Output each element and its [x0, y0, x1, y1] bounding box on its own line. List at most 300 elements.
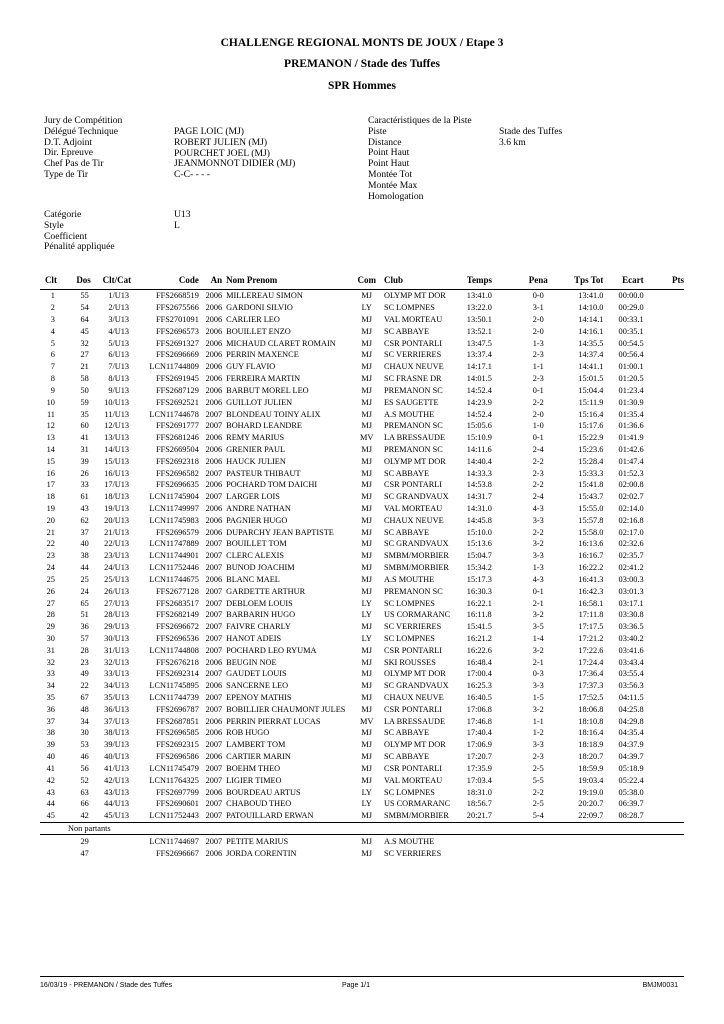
table-row: [40, 715, 684, 727]
cell-name: CARLIER LEO: [226, 315, 280, 325]
cell-points: [644, 585, 684, 597]
cell-penalty: 2-2: [532, 787, 544, 797]
cell-code: FFS2675566: [155, 303, 199, 313]
cell-rank-cat: 7/U13: [108, 362, 130, 372]
cell-bib: 66: [80, 799, 89, 809]
cell-rank: 30: [46, 633, 55, 643]
cell-penalty: 5-5: [532, 775, 544, 785]
cell-points: [644, 385, 684, 397]
cell-points: [644, 763, 684, 775]
cell-gap: 05:22.4: [618, 775, 644, 785]
cell-name: GARDETTE ARTHUR: [226, 586, 306, 596]
cell-time: 17:06.9: [466, 740, 492, 750]
cell-penalty: 1-1: [532, 716, 544, 726]
cell-name: BOUILLET TOM: [226, 539, 287, 549]
cell-rank: 24: [46, 563, 55, 573]
cell-year: 2007: [205, 539, 223, 549]
cell-code: LCN11744697: [131, 835, 199, 847]
cell-committee: LY: [361, 303, 372, 313]
cell-committee: MJ: [361, 645, 373, 655]
cell-club: CHAUX NEUVE: [383, 693, 444, 703]
cell-total-time: 18:18.9: [578, 740, 604, 750]
cell-name: CHABOUD THEO: [226, 799, 292, 809]
cell-rank: 13: [46, 433, 55, 443]
footer-code: BMJM0031: [642, 982, 678, 989]
footer-left: 16/03/19 - PREMANON / Stade des Tuffes: [40, 982, 173, 989]
cell-name: BLANC MAEL: [226, 574, 280, 584]
cell-name: POCHARD LEO RYUMA: [226, 645, 317, 655]
cell-points: [644, 302, 684, 314]
cell-time: 16:30.3: [466, 586, 492, 596]
cell-penalty: 3-2: [532, 645, 544, 655]
cell-name: BEUGIN NOE: [226, 657, 277, 667]
column-header-name: Nom Prenom: [226, 275, 278, 285]
table-row: [40, 467, 684, 479]
cell-bib: 60: [80, 421, 89, 431]
cell-bib: 61: [80, 492, 89, 502]
cell-bib: 34: [80, 716, 89, 726]
cell-committee: MJ: [361, 693, 373, 703]
table-row: [40, 751, 684, 763]
cell-penalty: 2-0: [532, 315, 544, 325]
cell-total-time: 17:21.2: [578, 633, 604, 643]
cell-club: SC ABBAYE: [383, 752, 430, 762]
cell-time: 14:31.7: [466, 492, 492, 502]
piste-value: 3.6 km: [499, 136, 526, 148]
cell-time: 17:00.4: [466, 669, 492, 679]
cell-name: GAUDET LOUIS: [226, 669, 287, 679]
cell-committee: MJ: [361, 728, 373, 738]
cell-bib: 54: [80, 303, 89, 313]
cell-club: CSR PONTARLI: [383, 704, 443, 714]
cell-club: SC LOMPNES: [383, 303, 435, 313]
cell-gap: 03:36.5: [618, 622, 644, 632]
cell-committee: LY: [361, 633, 372, 643]
cell-total-time: 17:17.5: [578, 622, 604, 632]
cell-time: 16:21.2: [466, 633, 492, 643]
cell-gap: 00:33.1: [618, 315, 644, 325]
cell-time: 17:03.4: [466, 775, 492, 785]
cell-time: 13:22.0: [466, 303, 492, 313]
category-label: Coefficient: [44, 230, 87, 242]
cell-year: 2007: [205, 409, 223, 419]
cell-code: FFS2683517: [155, 598, 199, 608]
cell-committee: MJ: [361, 397, 373, 407]
cell-time: 14:31.0: [466, 504, 492, 514]
cell-rank: 43: [46, 787, 55, 797]
cell-club: VAL MORTEAU: [383, 315, 443, 325]
cell-club: ES SAUGETTE: [383, 397, 439, 407]
cell-committee: MJ: [361, 350, 373, 360]
cell-gap: 01:20.5: [618, 374, 644, 384]
cell-bib: 29: [57, 835, 91, 847]
cell-bib: 37: [80, 527, 89, 537]
cell-penalty: 4-3: [532, 504, 544, 514]
cell-total-time: 17:24.4: [578, 657, 604, 667]
cell-code: FFS2677128: [155, 586, 199, 596]
cell-club: SC ABBAYE: [383, 728, 430, 738]
cell-year: 2006: [199, 290, 222, 302]
jury-values: [174, 127, 295, 181]
cell-points: [644, 668, 684, 680]
cell-year: 2007: [199, 835, 222, 847]
cell-code: FFS2676218: [155, 657, 199, 667]
cell-points: [644, 680, 684, 692]
cell-time: 13:41.0: [467, 290, 521, 302]
cell-points: [644, 550, 684, 562]
cell-name: PERRIN MAXENCE: [226, 350, 299, 360]
cell-name: GARDONI SILVIO: [226, 303, 293, 313]
cell-rank: 5: [50, 338, 55, 348]
cell-gap: 04:37.9: [618, 740, 644, 750]
cell-total-time: 19:03.4: [578, 775, 604, 785]
cell-rank-cat: 45/U13: [104, 811, 130, 821]
cell-rank-cat: 37/U13: [104, 716, 130, 726]
cell-penalty: 3-3: [532, 551, 544, 561]
category-label: Pénalité appliquée: [44, 241, 115, 253]
cell-rank: 14: [46, 444, 55, 454]
cell-committee: MJ: [361, 409, 373, 419]
cell-code: FFS2681246: [155, 433, 199, 443]
cell-rank: 40: [46, 752, 55, 762]
cell-points: [644, 574, 684, 586]
cell-bib: 32: [80, 338, 89, 348]
cell-gap: 04:25.8: [618, 704, 644, 714]
cell-year: 2007: [205, 799, 223, 809]
cell-time: 16:22.6: [466, 645, 492, 655]
category-value: L: [174, 219, 180, 231]
cell-bib: 56: [80, 763, 89, 773]
category-values: [174, 210, 191, 232]
cell-gap: 01:30.9: [618, 397, 644, 407]
cell-total-time: 15:58.0: [578, 527, 604, 537]
table-row: [40, 668, 684, 680]
cell-bib: 46: [80, 752, 89, 762]
cell-total-time: 14:37.4: [578, 350, 604, 360]
cell-rank-cat: 43/U13: [104, 787, 130, 797]
cell-club: LA BRESSAUDE: [383, 716, 446, 726]
cell-committee: MJ: [361, 492, 373, 502]
cell-gap: 02:16.8: [618, 515, 644, 525]
cell-bib: 55: [57, 290, 91, 302]
cell-bib: 22: [80, 681, 89, 691]
cell-code: LCN11745479: [149, 763, 199, 773]
cell-time: 15:04.7: [466, 551, 492, 561]
cell-year: 2006: [205, 433, 223, 443]
cell-committee: MJ: [361, 468, 373, 478]
cell-bib: 28: [80, 645, 89, 655]
cell-code: FFS2701091: [155, 315, 199, 325]
cell-code: FFS2692315: [155, 740, 199, 750]
cell-bib: 64: [80, 315, 89, 325]
cell-time: 15:10.9: [466, 433, 492, 443]
cell-year: 2006: [205, 752, 223, 762]
table-row: [40, 373, 684, 385]
cell-gap: 03:40.2: [618, 633, 644, 643]
document-subtitle-venue: PREMANON / Stade des Tuffes: [284, 58, 440, 70]
jury-label: Jury de Compétition: [44, 115, 123, 126]
table-row: [40, 786, 684, 798]
cell-club: OLYMP MT DOR: [383, 669, 446, 679]
cell-penalty: 2-3: [532, 752, 544, 762]
cell-points: [644, 373, 684, 385]
cell-bib: 23: [80, 657, 89, 667]
cell-time: 14:17.1: [466, 362, 492, 372]
cell-club: SC LOMPNES: [383, 633, 435, 643]
cell-points: [644, 526, 684, 538]
cell-penalty: 3-3: [532, 740, 544, 750]
cell-rank-cat: 2/U13: [108, 303, 130, 313]
cell-penalty: 1-0: [532, 421, 544, 431]
cell-year: 2007: [205, 492, 223, 502]
column-header-bib: Dos: [76, 275, 91, 285]
cell-gap: 03:55.4: [618, 669, 644, 679]
table-row: [40, 349, 684, 361]
cell-gap: 00:00.0: [603, 290, 643, 302]
column-header-total-time: Tps Tot: [574, 275, 604, 285]
cell-points: [644, 361, 684, 373]
cell-rank: 23: [46, 551, 55, 561]
cell-code: LCN11752443: [149, 811, 199, 821]
cell-bib: 36: [80, 622, 89, 632]
cell-points: [644, 408, 684, 420]
cell-points: [644, 835, 684, 847]
cell-time: 17:35.9: [466, 763, 492, 773]
cell-bib: 63: [80, 787, 89, 797]
cell-name: BOURDEAU ARTUS: [226, 787, 301, 797]
table-row: [40, 633, 684, 645]
cell-committee: MJ: [361, 669, 373, 679]
cell-name: BARBARIN HUGO: [226, 610, 296, 620]
cell-name: BARBUT MOREL LEO: [226, 385, 309, 395]
jury-value: POURCHET JOEL (MJ): [174, 147, 270, 159]
cell-rank-cat: 23/U13: [104, 551, 130, 561]
table-row: [40, 514, 684, 526]
cell-rank-cat: 10/U13: [104, 397, 130, 407]
cell-points: [644, 633, 684, 645]
cell-bib: 51: [80, 610, 89, 620]
cell-club: SKI ROUSSES: [383, 657, 436, 667]
cell-penalty: 3-3: [532, 681, 544, 691]
cell-name: MICHAUD CLARET ROMAIN: [226, 338, 336, 348]
cell-code: FFS2696536: [155, 633, 199, 643]
cell-code: FFS2696635: [155, 480, 199, 490]
cell-rank: 1: [40, 290, 57, 302]
cell-committee: MJ: [361, 848, 373, 858]
cell-points: [644, 337, 684, 349]
cell-gap: 02:00.8: [618, 480, 644, 490]
cell-club: SC ABBAYE: [383, 527, 430, 537]
table-row: [40, 810, 684, 822]
cell-bib: 58: [80, 374, 89, 384]
cell-year: 2006: [205, 444, 223, 454]
non-partant-row: [40, 847, 684, 859]
piste-labels: [368, 116, 472, 202]
cell-name: DEBLOEM LOUIS: [226, 598, 293, 608]
jury-value: ROBERT JULIEN (MJ): [174, 136, 268, 148]
non-partants-label: Non partants: [40, 822, 684, 835]
cell-committee: MJ: [361, 551, 373, 561]
cell-bib: 47: [80, 848, 89, 858]
cell-name: POCHARD TOM DAICHI: [226, 480, 318, 490]
cell-points: [644, 786, 684, 798]
cell-time: 16:40.5: [466, 693, 492, 703]
cell-penalty: [521, 847, 556, 859]
cell-penalty: 3-2: [532, 704, 544, 714]
cell-bib: 27: [80, 350, 89, 360]
cell-points: [644, 420, 684, 432]
cell-year: 2006: [205, 574, 223, 584]
cell-penalty: 2-2: [532, 397, 544, 407]
cell-penalty: 2-2: [532, 527, 544, 537]
cell-name: HANOT ADEIS: [226, 633, 282, 643]
cell-club: SMBM/MORBIER: [383, 551, 449, 561]
cell-year: 2006: [205, 350, 223, 360]
column-header-points: Pts: [672, 275, 684, 285]
cell-committee: MJ: [361, 704, 373, 714]
cell-club: CSR PONTARLI: [383, 645, 443, 655]
cell-rank: 26: [46, 586, 55, 596]
cell-total-time: 16:58.1: [578, 598, 604, 608]
cell-time: 13:47.5: [466, 338, 492, 348]
cell-rank: 39: [46, 740, 55, 750]
cell-time: 17:40.4: [466, 728, 492, 738]
cell-committee: MJ: [361, 657, 373, 667]
cell-gap: 03:56.3: [618, 681, 644, 691]
cell-time: 16:48.4: [466, 657, 492, 667]
cell-name: ANDRE NATHAN: [226, 504, 291, 514]
footer-page: Page 1/1: [342, 982, 371, 989]
cell-time: 16:22.1: [466, 598, 492, 608]
cell-rank-cat: 27/U13: [104, 598, 130, 608]
cell-gap: 08:28.7: [618, 811, 644, 821]
cell-total-time: 15:57.8: [578, 515, 604, 525]
cell-points: [644, 751, 684, 763]
cell-rank: 41: [46, 763, 55, 773]
cell-committee: MJ: [361, 480, 373, 490]
cell-penalty: 1-2: [532, 728, 544, 738]
cell-year: 2006: [205, 527, 223, 537]
cell-code: FFS2696667: [155, 848, 199, 858]
cell-total-time: 17:11.8: [578, 610, 604, 620]
cell-bib: 42: [80, 811, 89, 821]
cell-rank-cat: 6/U13: [108, 350, 130, 360]
cell-points: [644, 715, 684, 727]
table-row: [40, 574, 684, 586]
cell-gap: 00:56.4: [618, 350, 644, 360]
cell-name: HAUCK JULIEN: [226, 456, 286, 466]
cell-committee: MJ: [361, 811, 373, 821]
cell-time: 18:31.0: [466, 787, 492, 797]
cell-total-time: 18:16.4: [578, 728, 604, 738]
cell-rank: 37: [46, 716, 55, 726]
cell-code: FFS2696669: [155, 350, 199, 360]
cell-rank: 22: [46, 539, 55, 549]
cell-time: 20:21.7: [466, 811, 492, 821]
cell-year: 2007: [205, 563, 223, 573]
cell-committee: MJ: [361, 681, 373, 691]
cell-bib: 26: [80, 468, 89, 478]
table-row: [40, 385, 684, 397]
cell-code: LCN11744675: [149, 574, 199, 584]
cell-total-time: 16:16.7: [578, 551, 604, 561]
cell-time: 13:37.4: [466, 350, 492, 360]
cell-gap: 04:11.5: [618, 693, 644, 703]
table-row: [40, 585, 684, 597]
piste-values: [499, 127, 562, 149]
cell-rank-cat: 34/U13: [104, 681, 130, 691]
cell-rank: 45: [46, 811, 55, 821]
cell-rank: 15: [46, 456, 55, 466]
cell-rank-cat: 17/U13: [104, 480, 130, 490]
cell-year: 2006: [205, 728, 223, 738]
cell-penalty: 2-1: [532, 657, 544, 667]
cell-penalty: 2-2: [532, 480, 544, 490]
table-row: [40, 361, 684, 373]
cell-code: LCN11745983: [149, 515, 199, 525]
cell-club: SC ABBAYE: [383, 326, 430, 336]
cell-club: PREMANON SC: [383, 444, 443, 454]
table-row: [40, 337, 684, 349]
cell-committee: LY: [361, 598, 372, 608]
cell-points: [644, 479, 684, 491]
cell-name: BOUILLET ENZO: [226, 326, 291, 336]
table-row: [40, 609, 684, 621]
cell-code: LCN11744808: [149, 645, 199, 655]
cell-code: FFS2691777: [155, 421, 199, 431]
table-row: [40, 314, 684, 326]
cell-code: LCN11744739: [149, 693, 199, 703]
cell-rank: 18: [46, 492, 55, 502]
non-partants-header-row: [40, 822, 684, 835]
cell-rank-cat: [91, 835, 131, 847]
cell-total-time: 18:10.8: [578, 716, 604, 726]
cell-bib: 50: [80, 385, 89, 395]
cell-rank: 6: [50, 350, 55, 360]
cell-time: 15:34.2: [466, 563, 492, 573]
cell-club: SC VERRIERES: [383, 622, 442, 632]
cell-time: 16:11.8: [466, 610, 492, 620]
cell-rank-cat: 30/U13: [104, 633, 130, 643]
jury-value: JEANMONNOT DIDIER (MJ): [174, 158, 296, 170]
cell-time: 14:52.4: [466, 409, 492, 419]
cell-time: 14:11.6: [466, 444, 492, 454]
piste-label: Piste: [368, 125, 387, 137]
cell-name: GRENIER PAUL: [226, 444, 286, 454]
cell-committee: MJ: [361, 421, 373, 431]
table-row: [40, 325, 684, 337]
table-row: [40, 420, 684, 432]
cell-points: [644, 656, 684, 668]
cell-time: 14:23.9: [466, 397, 492, 407]
cell-club: A.S MOUTHE: [380, 835, 467, 847]
cell-bib: 57: [80, 633, 89, 643]
cell-rank: 12: [46, 421, 55, 431]
cell-total-time: 16:42.3: [578, 586, 604, 596]
cell-club: US CORMARANC: [383, 610, 451, 620]
cell-club: VAL MORTEAU: [383, 504, 443, 514]
cell-code: LCN11752446: [149, 563, 199, 573]
cell-code: LCN11744901: [149, 551, 199, 561]
cell-committee: MJ: [353, 290, 379, 302]
cell-rank-cat: 28/U13: [104, 610, 130, 620]
cell-year: 2007: [205, 610, 223, 620]
cell-bib: 35: [80, 409, 89, 419]
cell-committee: MJ: [361, 622, 373, 632]
cell-time: 14:45.8: [466, 515, 492, 525]
cell-name: FERREIRA MARTIN: [226, 374, 301, 384]
table-row: [40, 763, 684, 775]
